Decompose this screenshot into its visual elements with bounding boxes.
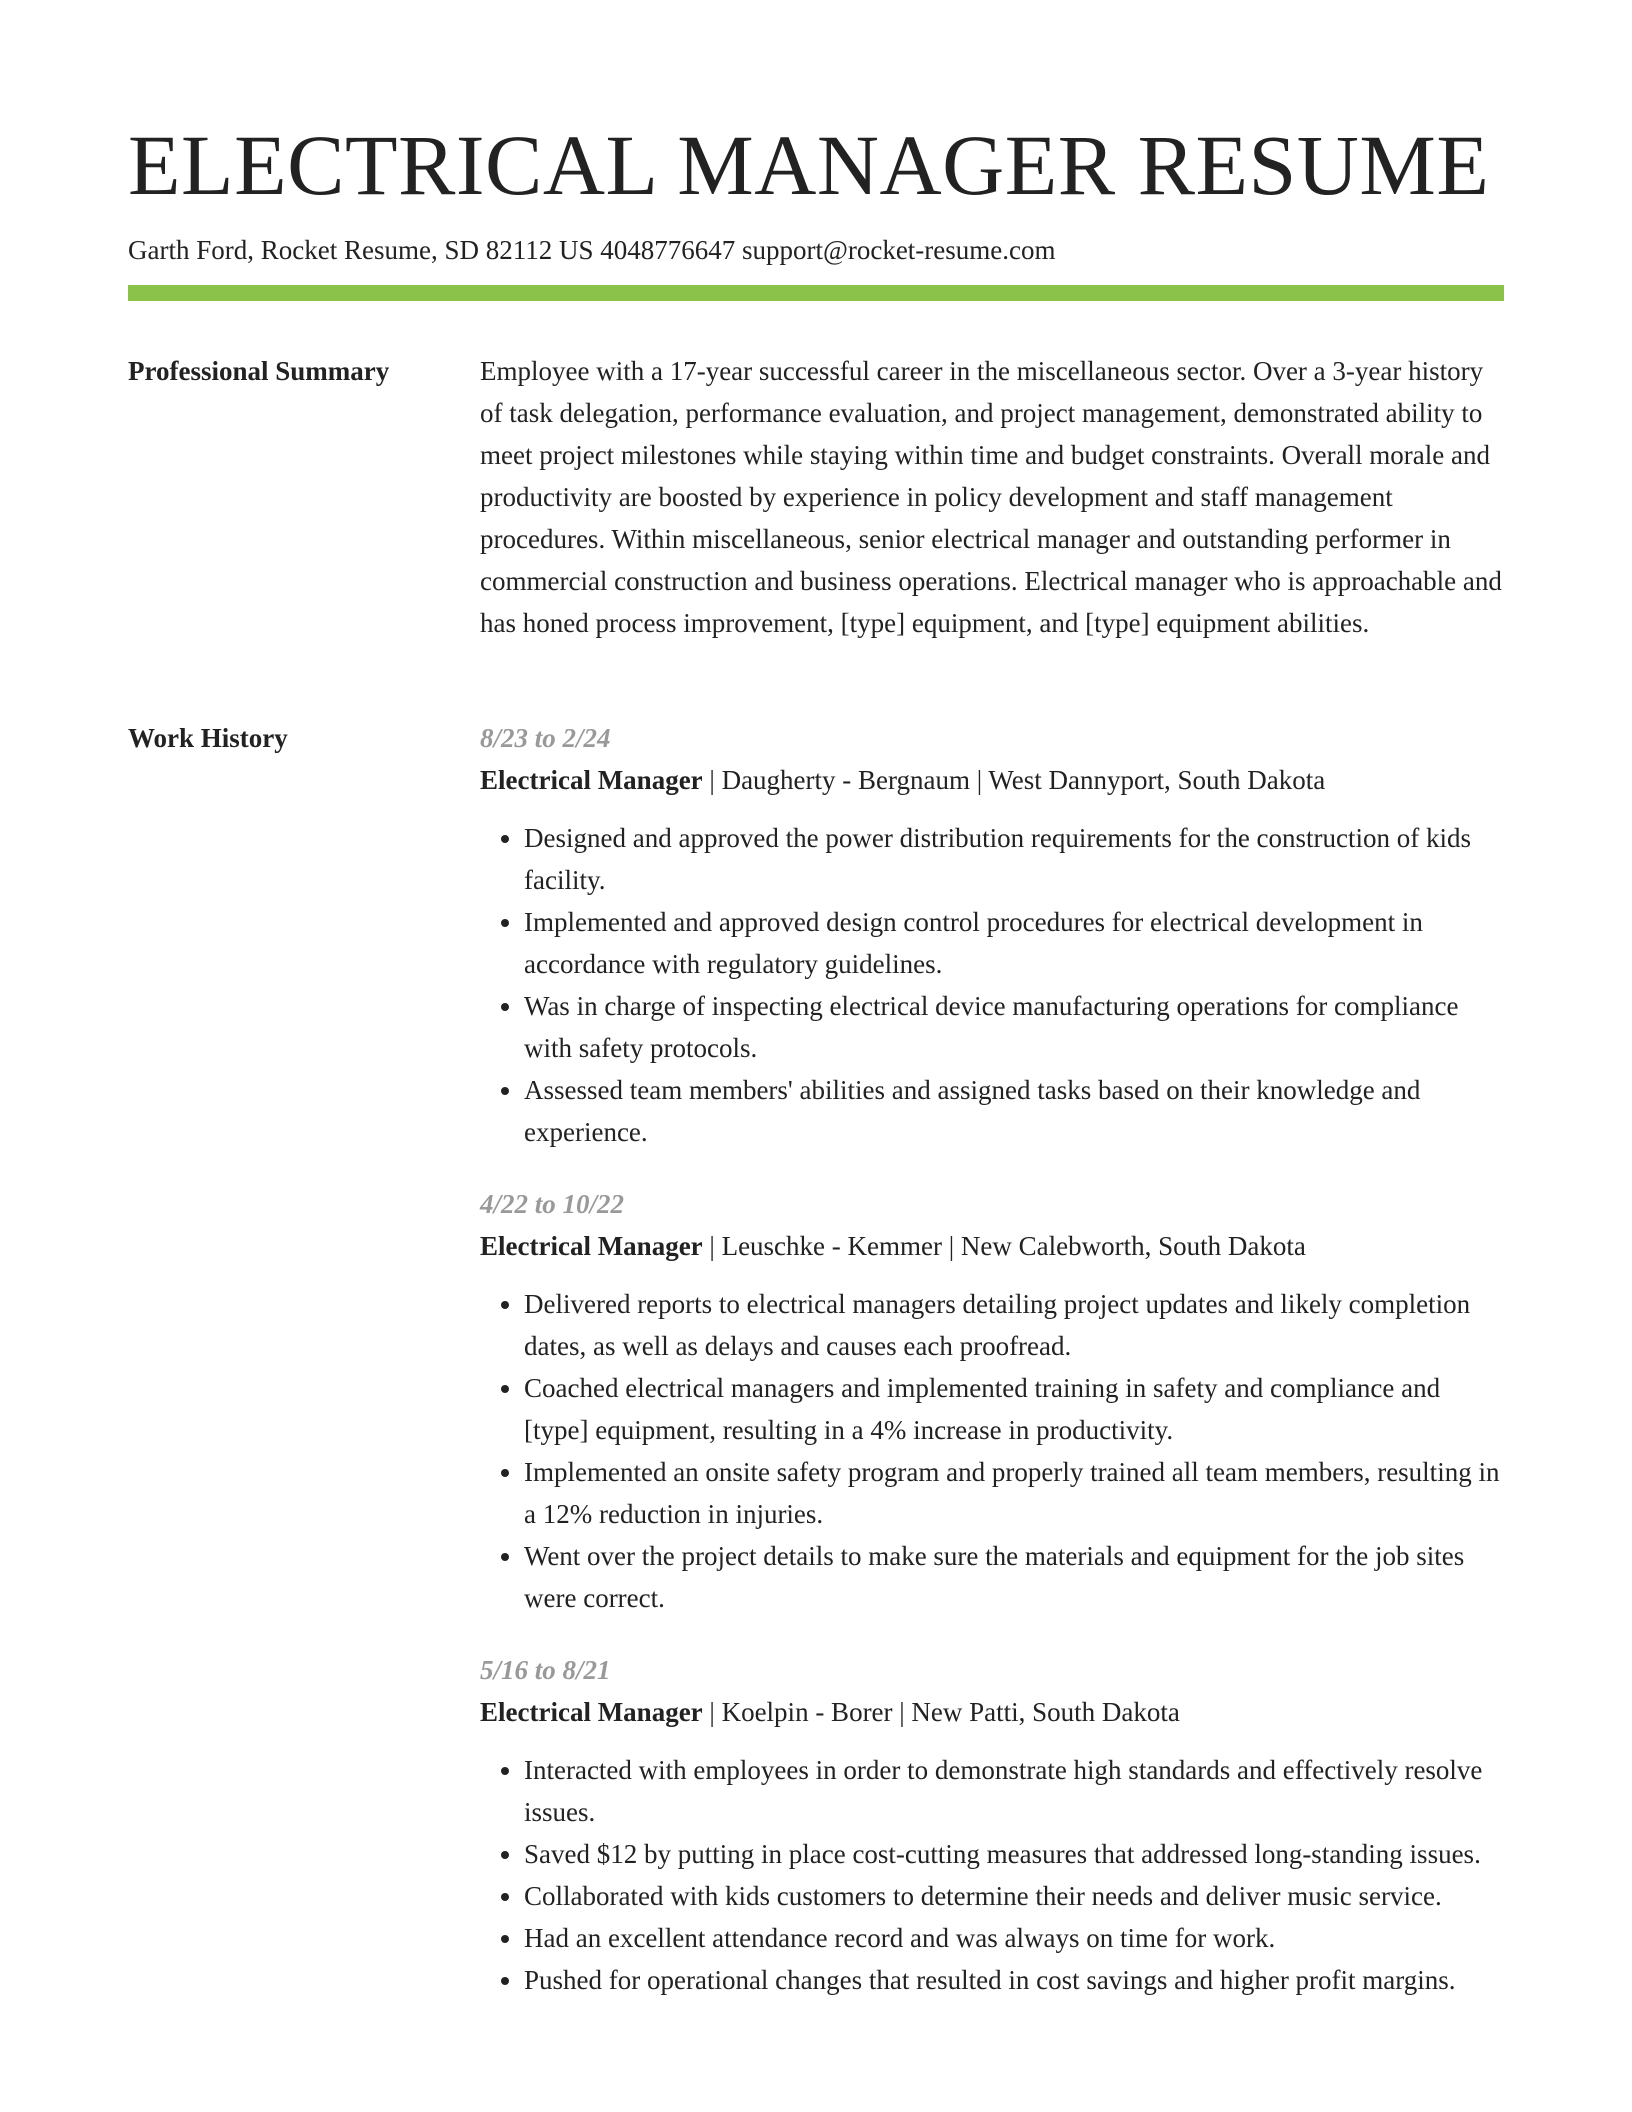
job-bullet: • Went over the project details to make sure the materials and equipment for the job sites were correct. [524, 1535, 1504, 1619]
job-bullet: • Implemented and approved design control procedures for electrical development in accordance with regulatory guidelines. [524, 901, 1504, 985]
job-bullets [480, 1283, 1504, 1619]
job-bullet: • Was in charge of inspecting electrical device manufacturing operations for compliance with safety protocols. [524, 985, 1504, 1069]
work-history-body [480, 717, 1504, 2031]
job-bullet: • Coached electrical managers and implemented training in safety and compliance and [type] equipment, resulting in a 4% increase in productivity. [524, 1367, 1504, 1451]
job-details: | Daugherty - Bergnaum | West Dannyport, South Dakota [702, 765, 1326, 795]
contact-phone: 4048776647 [600, 235, 736, 265]
work-history-heading: Work History [128, 723, 288, 753]
job-entry [480, 1183, 1504, 1619]
summary-heading: Professional Summary [128, 356, 390, 386]
job-dates: 8/23 to 2/24 [480, 723, 611, 753]
job-bullet: • Interacted with employees in order to demonstrate high standards and effectively resolve issues. [524, 1749, 1504, 1833]
job-role: Electrical Manager [480, 1697, 703, 1727]
resume-title: ELECTRICAL MANAGER RESUME [128, 117, 1490, 213]
job-bullet: • Collaborated with kids customers to determine their needs and deliver music service. [524, 1875, 1504, 1917]
summary-body [480, 350, 1504, 644]
job-details: | Leuschke - Kemmer | New Calebworth, South Dakota [702, 1231, 1306, 1261]
job-title-line [480, 1691, 1504, 1733]
job-role: Electrical Manager [480, 1231, 703, 1261]
job-dates: 5/16 to 8/21 [480, 1655, 611, 1685]
job-dates: 4/22 to 10/22 [480, 1189, 625, 1219]
job-entry [480, 717, 1504, 1153]
job-title-line [480, 759, 1504, 801]
job-title-line [480, 1225, 1504, 1267]
contact-name: Garth Ford, [128, 235, 254, 265]
job-details: | Koelpin - Borer | New Patti, South Dakota [702, 1697, 1180, 1727]
contact-company: Rocket Resume, [260, 235, 438, 265]
job-bullet: • Assessed team members' abilities and assigned tasks based on their knowledge and experience. [524, 1069, 1504, 1153]
job-role: Electrical Manager [480, 765, 703, 795]
job-bullet: • Designed and approved the power distribution requirements for the construction of kids facility. [524, 817, 1504, 901]
job-bullet: • Delivered reports to electrical managers detailing project updates and likely completion dates, as well as delays and causes each proofread. [524, 1283, 1504, 1367]
contact-line [128, 232, 1056, 268]
job-bullets [480, 817, 1504, 1153]
accent-divider [128, 285, 1504, 301]
contact-email: support@rocket-resume.com [741, 235, 1056, 265]
job-bullets [480, 1749, 1504, 2001]
contact-location: SD 82112 US [444, 235, 594, 265]
job-bullet: • Pushed for operational changes that resulted in cost savings and higher profit margins. [524, 1959, 1504, 2001]
job-bullet: • Saved $12 by putting in place cost-cutting measures that addressed long-standing issues. [524, 1833, 1504, 1875]
summary-text: Employee with a 17-year successful career in the miscellaneous sector. Over a 3-year history of task delegation, performance evaluation, and project management, demonstrated ability to meet project milestones while staying within time and budget constraints. Overall morale and productivity are boosted by experience in policy development and staff management procedures. Within miscellaneous, senior electrical manager and outstanding performer in commercial construction and business operations. Electrical manager who is approachable and has honed process improvement, [type] equipment, and [type] equipment abilities. [480, 356, 1502, 638]
job-entry [480, 1649, 1504, 2001]
job-bullet: • Had an excellent attendance record and was always on time for work. [524, 1917, 1504, 1959]
job-bullet: • Implemented an onsite safety program and properly trained all team members, resulting in a 12% reduction in injuries. [524, 1451, 1504, 1535]
